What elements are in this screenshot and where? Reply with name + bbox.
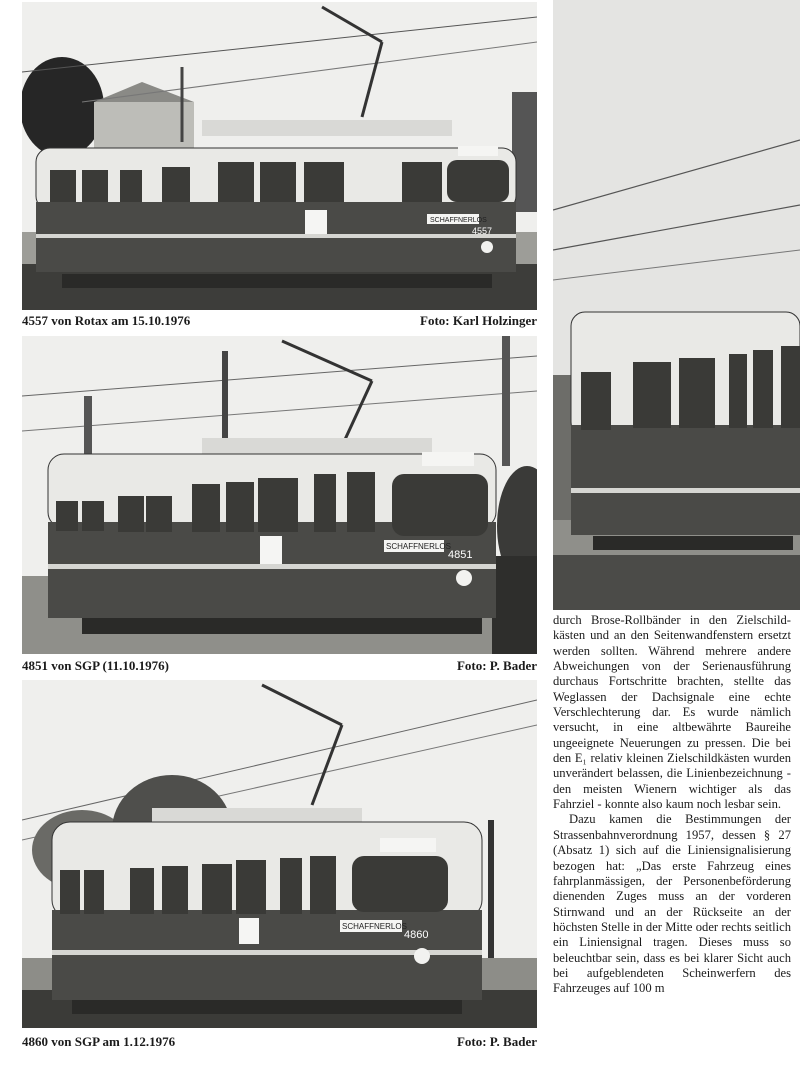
article-paragraph: durch Brose-Rollbänder in den Zielschildkästen und an den Seitenwandfenstern ersetzt werden sollten. Während mehrere andere Abweichungen von der Serienausführung durchaus Fortschritte brachten, stellte das Weglassen der Dachsignale eine echte Verschlechterung dar. Es wurde nämlich versucht, in eine altbewährte Baureihe ungeeignete Neuerungen zu pressen. Die bei den E₁ relativ kleinen Zielschildkästen wurden unverändert belassen, die Linienbezeichnung - den meisten Wienern wichtiger als das Fahrziel - konnte also kaum noch lesbar sein. [553, 613, 791, 812]
fleet-number: 4860 [404, 929, 429, 941]
tram-photo-4851 [22, 336, 537, 654]
fleet-number: 4851 [448, 549, 473, 561]
roof-sign-text: SCHAFFNERLOS [430, 217, 487, 224]
fleet-number: 4557 [472, 226, 493, 236]
article-text [553, 613, 791, 997]
photo-credit: Foto: Karl Holzinger [420, 313, 537, 328]
photo-caption: 4851 von SGP (11.10.1976) [22, 658, 169, 673]
photo-caption: 4860 von SGP am 1.12.1976 [22, 1034, 176, 1049]
photo-credit: Foto: P. Bader [456, 658, 537, 673]
tram-photo-right [553, 0, 800, 610]
photo-caption: 4557 von Rotax am 15.10.1976 [22, 313, 191, 328]
tram-photo-4860 [22, 680, 537, 1028]
roof-sign-text: SCHAFFNERLOS [342, 922, 407, 931]
photo-credit: Foto: P. Bader [456, 1034, 537, 1049]
article-paragraph: Dazu kamen die Bestimmungen der Strassenbahnverordnung 1957, dessen § 27 (Absatz 1) sich auf die Liniensignalisierung bezogen hat: „Das erste Fahrzeug eines fahrplanmässigen, der Personenbeförderung dienenden Zuges muss an der vorderen Stirnwand und an der Rückseite an der höchsten Stelle in der Mitte oder rechts seitlich ein Liniensignal tragen. Dieses muss so beleuchtbar sein, dass es bei klarer Sicht auch bei aufgeblendeten Scheinwerfern des Fahrzeuges auf 100 m [553, 812, 791, 996]
tram-photo-4557 [22, 2, 537, 310]
roof-sign-text: SCHAFFNERLOS [386, 542, 451, 551]
